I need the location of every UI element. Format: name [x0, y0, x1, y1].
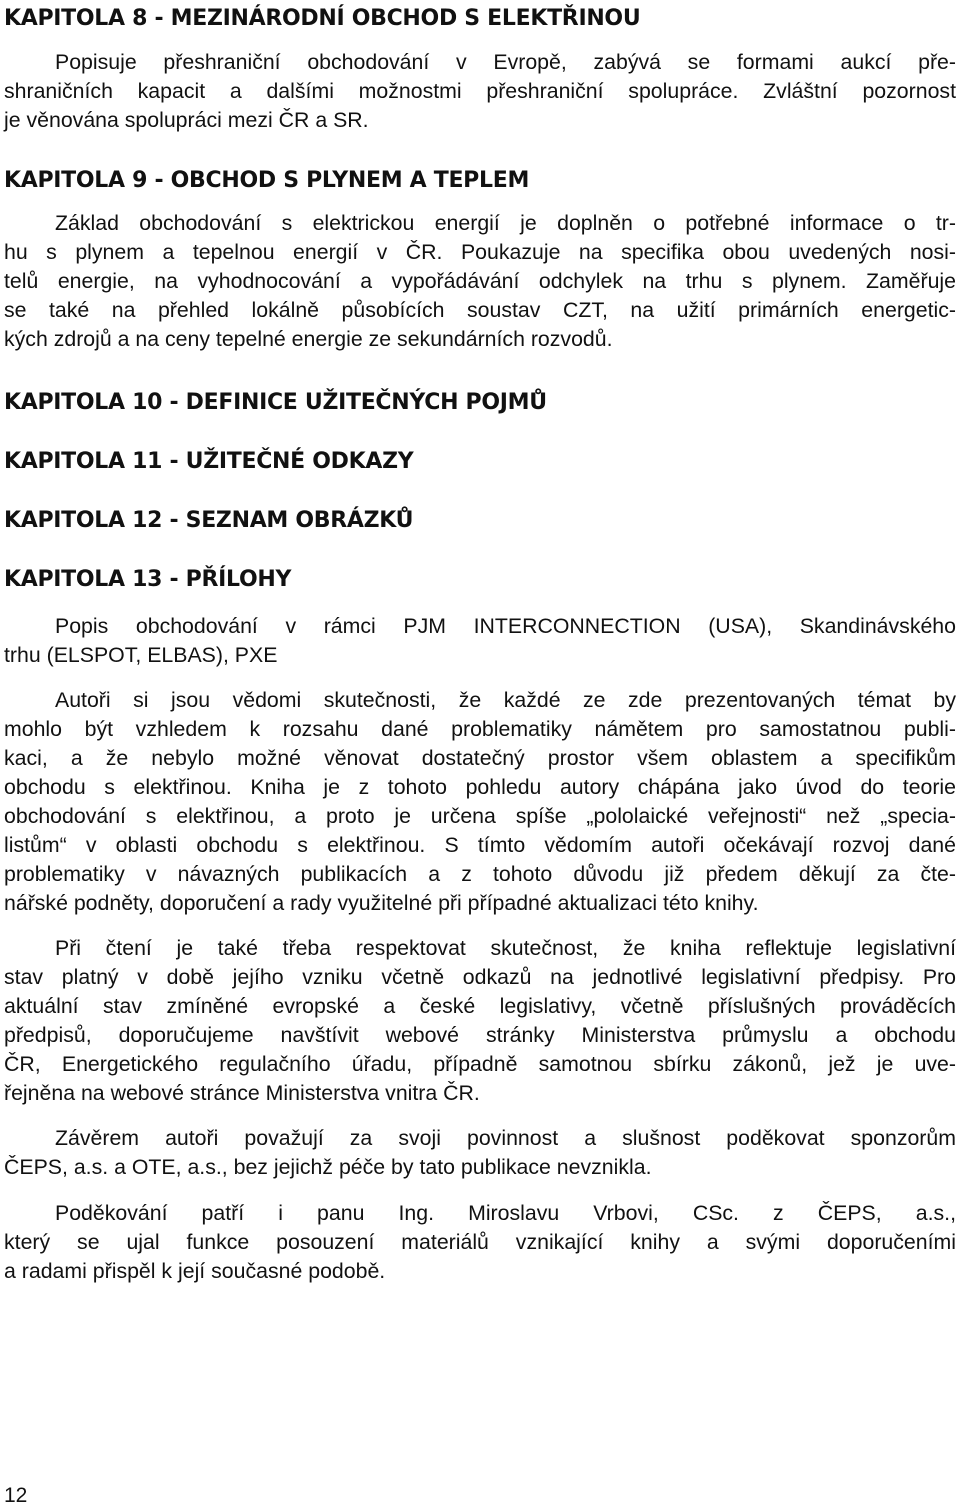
text-line: kaci, a že nebylo možné věnovat dostatečný prostor všem oblastem a specifikům	[4, 746, 956, 770]
text-line: Popis obchodování v rámci PJM INTERCONNECTION (USA), Skandinávského	[55, 614, 956, 638]
chapter-description	[4, 209, 956, 354]
text-line: telů energie, na vyhodnocování a vypořádávání odchylek na trhu s plynem. Zaměřuje	[4, 269, 956, 293]
text-line: hu s plynem a tepelnou energií v ČR. Poukazuje na specifika obou uvedených nosi-	[4, 240, 956, 264]
text-line: Popisuje přeshraniční obchodování v Evropě, zabývá se formami aukcí pře-	[55, 50, 956, 74]
chapter-heading: KAPITOLA 10 - DEFINICE UŽITEČNÝCH POJMŮ	[4, 390, 547, 415]
text-line: a radami přispěl k její současné podobě.	[4, 1259, 386, 1283]
text-line: trhu (ELSPOT, ELBAS), PXE	[4, 643, 278, 667]
text-line: Základ obchodování s elektrickou energií je doplněn o potřebné informace o tr-	[55, 211, 956, 235]
chapter-heading: KAPITOLA 8 - MEZINÁRODNÍ OBCHOD S ELEKTŘINOU	[4, 6, 641, 31]
text-line: se také na přehled lokálně působících soustav CZT, na užití primárních energetic-	[4, 298, 956, 322]
chapter-heading: KAPITOLA 11 - UŽITEČNÉ ODKAZY	[4, 449, 414, 474]
body-paragraph	[4, 1199, 956, 1286]
text-line: ČEPS, a.s. a OTE, a.s., bez jejichž péče by tato publikace nevznikla.	[4, 1155, 652, 1179]
chapter-description	[4, 612, 956, 670]
text-line: nářské podněty, doporučení a rady využitelné při případné aktualizaci této knihy.	[4, 891, 759, 915]
text-line: shraničních kapacit a dalšími možnostmi přeshraniční spolupráce. Zvláštní pozornost	[4, 79, 956, 103]
chapter-description	[4, 48, 956, 135]
text-line: mohlo být vzhledem k rozsahu dané problematiky námětem pro samostatnou publi-	[4, 717, 956, 741]
chapter-heading: KAPITOLA 13 - PŘÍLOHY	[4, 567, 292, 592]
text-line: Poděkování patří i panu Ing. Miroslavu Vrbovi, CSc. z ČEPS, a.s.,	[55, 1201, 956, 1225]
text-line: obchodu s elektřinou. Kniha je z tohoto pohledu autory chápána jako úvod do teorie	[4, 775, 956, 799]
body-paragraph	[4, 1124, 956, 1182]
text-line: Autoři si jsou vědomi skutečnosti, že každé ze zde prezentovaných témat by	[55, 688, 956, 712]
chapter-heading: KAPITOLA 12 - SEZNAM OBRÁZKŮ	[4, 508, 414, 533]
text-line: listům“ v oblasti obchodu s elektřinou. S tímto vědomím autoři očekávají rozvoj dané	[4, 833, 956, 857]
page-number: 12	[4, 1484, 28, 1507]
body-paragraph	[4, 934, 956, 1108]
text-line: aktuální stav zmíněné evropské a české legislativy, včetně příslušných prováděcích	[4, 994, 956, 1018]
text-line: předpisů, doporučujeme navštívit webové stránky Ministerstva průmyslu a obchodu	[4, 1023, 956, 1047]
text-line: problematiky v návazných publikacích a z tohoto důvodu již předem děkují za čte-	[4, 862, 956, 886]
text-line: kých zdrojů a na ceny tepelné energie ze sekundárních rozvodů.	[4, 327, 613, 351]
text-line: Závěrem autoři považují za svoji povinnost a slušnost poděkovat sponzorům	[55, 1126, 956, 1150]
text-line: řejněna na webové stránce Ministerstva vnitra ČR.	[4, 1081, 480, 1105]
chapter-heading: KAPITOLA 9 - OBCHOD S PLYNEM A TEPLEM	[4, 168, 530, 193]
text-line: obchodování s elektřinou, a proto je určena spíše „pololaické veřejnosti“ než „specia-	[4, 804, 956, 828]
text-line: Při čtení je také třeba respektovat skutečnost, že kniha reflektuje legislativní	[55, 936, 956, 960]
text-line: je věnována spolupráci mezi ČR a SR.	[4, 108, 369, 132]
text-line: který se ujal funkce posouzení materiálů vznikající knihy a svými doporučeními	[4, 1230, 956, 1254]
body-paragraph	[4, 686, 956, 918]
text-line: stav platný v době jejího vzniku včetně odkazů na jednotlivé legislativní předpisy. Pro	[4, 965, 956, 989]
text-line: ČR, Energetického regulačního úřadu, případně samotnou sbírku zákonů, jež je uve-	[4, 1052, 956, 1076]
